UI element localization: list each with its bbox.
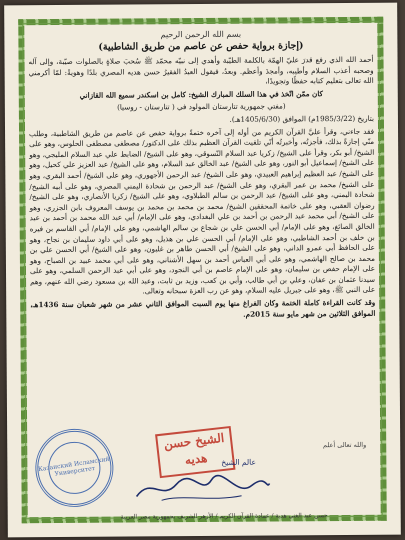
certificate-title: (إجازة برواية حفص عن عاصم من طريق الشاطبية) <box>98 40 304 53</box>
birth-date: بتاريخ (1985/3/22م) الموافق (1405/6/30هـ). <box>229 113 374 124</box>
signer-label: عالم الشيخ <box>221 457 256 467</box>
opening-paragraph: أحمد الله الذي رفع قدرَ عليّ الهمّة بالكلمة الطيّبة وأهدي إلى نبيّه محمّد ﷺ سُحبَ صلاةٍ بالصلوات صيّبة، وإلى آله وصحبه أعذب السلام وأطيبه، وأمجدَ وأعظم. وبعدُ، فيقول العبدُ الفقيرُ حسن هديه المصري بلدًا وهويةً: لمّا أكرمني الله تعالى بتعليم كتابه حفظًا وتجويدًا، <box>28 54 374 86</box>
signer-credentials: حسن عبد الغني هدية / عمادة القرآن الكريم / الأزهر الشريف بجمهورية مصر العربية <box>120 512 328 521</box>
handwritten-signature <box>131 466 271 507</box>
closing-phrase: والله تعالى أعلم <box>323 440 367 450</box>
certificate-paper <box>4 3 401 538</box>
student-origin: (مفتي جمهورية تتارستان المولود في ( تتارستان - روسيا) <box>117 101 286 112</box>
basmala: بسم الله الرحمن الرحيم <box>160 29 242 40</box>
seal-text: Казанский Исламский Университет <box>37 455 110 478</box>
university-seal <box>30 424 119 513</box>
student-name: كان ممّن اتّخذ في هذا السلك المبارك الشيخ: كامل بن اسكندر سميع الله القازاني <box>79 88 323 100</box>
signature-area <box>31 427 377 525</box>
sheikh-stamp: الشيخ حسن هديه <box>155 426 235 478</box>
chain-of-narration: فقد جاءني، وقرأ عليَّ القرآن الكريم من أوله إلى آخره ختمةً برواية حفص عن عاصم من طريق الشاطبية، وطلب منّي إجازةً بذلك، فأجزتُه، وأخبرتُه أنّي تلقيت القرآن العظيم بذلك على الدكتور/ مصطفى مصطفى الحلوس، وهو على الشيخ/ أبو بكر، وقرأ على الشيخ/ زكريا عبد السلام النّسوقي، وهو على الشيخ/ الضابط علي عبد السلام المليجي، وهو على الشيخ/ إسماعيل أبو النور، وهو على الشيخ/ عبد الخالق عبد السلام، وهو على الشيخ/ عبد العزيز علي كحيل، وهو على الشيخ/ عبد العظيم إبراهيم العبيدي، وهو على الشيخ/ عبد الرحمن الأجهوري، وهو على الشيخ/ أحمد البقري، وهو على الشيخ/ محمد بن عمر البقري، وهو على الشيخ/ عبد الرحمن بن شحادة اليمني المصري، وهو على أبيه الشيخ/ شحادة اليمني، وهو على الشيخ/ عبد الرحمن بن سالم الطبلاوي، وهو على الشيخ/ زكريا الأنصاري، وهو على الشيخ/ رضوان العقبي، وهو على خاتمة المحققين الشيخ/ محمد بن محمد بن محمد بن يوسف المعروف بابن الجزري، وهو على الشيخ/ أبي محمد عبد الرحمن بن أحمد بن علي البغدادي، وهو على الإمام/ أبي عبد الله محمد بن أحمد بن عبد الخالق الصائغ، وهو على الإمام/ أبي الحسن علي بن شجاع بن سالم الهاشمي، وهو على الإمام/ أبي القاسم بن فيره بن خلف بن أحمد الشاطبي، وهو على الإمام/ أبي الحسن علي بن هذيل، وهو على أبي داود سليمان بن نجاح، وهو على الحافظ أبي عمرو الداني، وهو على الشيخ/ أبي الحسن طاهر بن غلبون، وهو على الشيخ/ أبي الحسن علي بن محمد بن صالح الهاشمي، وهو على أبي العباس أحمد بن سهل الأشناني، وهو على أبي محمد عبيد بن الصباح، وهو على الإمام حفص بن سليمان، وهو على الإمام عاصم بن أبي النجود، وهو على أبي عبد الرحمن السلمي، وهو على سيدنا عثمان بن عفان، وعلي بن أبي طالب، وأبي بن كعب، وزيد بن ثابت، وعبد الله بن مسعود رضي الله عنهم، وهم على النبي ﷺ، وهو على جبريل عليه السلام، وهو عن رب العزة سبحانه وتعالى. <box>29 126 376 296</box>
completion-date: وقد كانت القراءة كاملة الختمة وكان الفراغ منها يوم السبت الموافق الثاني عشر من شهر شعبان سنة 1436هـ، الموافق الثلاثين من شهر مايو سنة 2015م. <box>30 297 376 319</box>
